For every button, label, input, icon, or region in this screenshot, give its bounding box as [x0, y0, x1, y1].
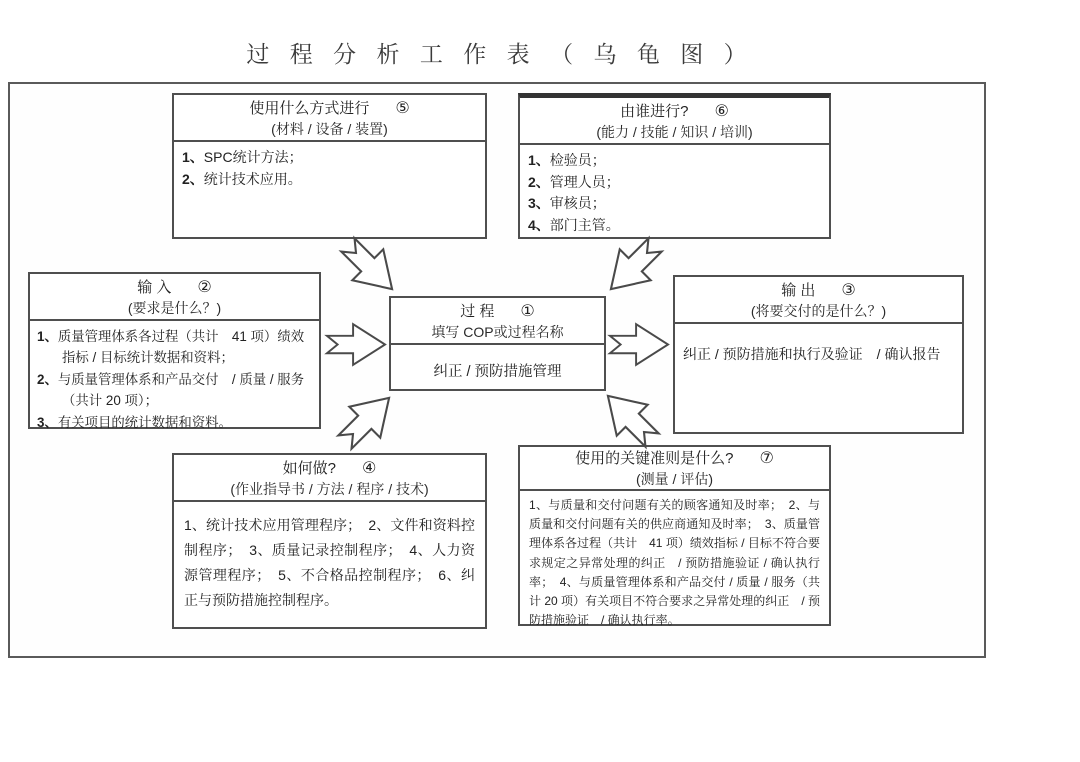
box-how	[172, 453, 487, 629]
list-item	[528, 172, 821, 194]
box-criteria-body: 1、与质量和交付问题有关的顾客通知及时率； 2、与质量和交付问题有关的供应商通知及时率； 3、质量管理体系各过程（共计 41 项）绩效指标 / 目标不符合要求规定之异常处理的纠正 / 预防措施验证 / 确认执行率； 4、与质量管理体系和产品交付 / 质量 / 服务（共计 20 项）有关项目不符合要求之异常处理的纠正 / 预防措施验证 / 确认执行率。	[529, 497, 820, 628]
arrow-who-to-process-icon	[599, 242, 667, 292]
item-marker: 1、	[182, 148, 204, 165]
item-marker: 2、	[37, 371, 58, 387]
item-marker: 3、	[37, 414, 58, 430]
box-process	[389, 296, 606, 391]
box-how-subtitle: (作业指导书 / 方法 / 程序 / 技术)	[230, 480, 429, 497]
arrow-how-to-process-icon	[333, 395, 401, 445]
box-input-title-text: 输 入	[137, 279, 172, 296]
list-item	[528, 193, 821, 215]
box-method	[172, 93, 487, 239]
box-output-title-text: 输 出	[781, 282, 816, 299]
item-text: 部门主管。	[549, 217, 620, 234]
box-who-title-text: 由谁进行?	[620, 103, 689, 120]
box-input-list	[30, 321, 319, 438]
item-text: 检验员；	[549, 151, 606, 168]
box-how-body: 1、统计技术应用管理程序； 2、文件和资料控制程序； 3、质量记录控制程序； 4、人力资源管理程序； 5、不合格品控制程序； 6、纠正与预防措施控制程序。	[184, 516, 475, 608]
arrow-input-to-process-icon	[325, 321, 387, 368]
box-who	[518, 93, 831, 239]
item-marker: 1、	[37, 328, 58, 344]
box-method-title	[178, 99, 481, 120]
box-how-number: ④	[362, 460, 377, 477]
box-how-title-text: 如何做?	[282, 460, 336, 477]
item-marker: 2、	[182, 170, 204, 187]
list-item	[182, 169, 477, 191]
box-input-title	[34, 278, 315, 299]
arrow-method-to-process-icon	[336, 242, 404, 292]
box-process-number: ①	[520, 303, 535, 320]
box-process-subtitle: 填写 COP或过程名称	[431, 323, 564, 340]
box-output-title	[679, 281, 958, 302]
box-criteria-title	[524, 449, 825, 470]
list-item	[37, 412, 312, 433]
item-marker: 1、	[528, 151, 550, 168]
item-text: 统计技术应用。	[203, 170, 302, 187]
item-text: SPC统计方法；	[203, 148, 303, 165]
box-method-title-text: 使用什么方式进行	[249, 100, 370, 117]
page-title: 过 程 分 析 工 作 表 （ 乌 龟 图 ）	[246, 41, 754, 67]
box-criteria-title-text: 使用的关键准则是什么?	[575, 450, 734, 467]
box-process-header	[391, 298, 604, 345]
box-process-body: 纠正 / 预防措施管理	[433, 363, 562, 380]
box-process-title-text: 过 程	[460, 303, 495, 320]
box-input	[28, 272, 321, 429]
arrow-criteria-to-process-icon	[596, 393, 664, 443]
list-item	[37, 369, 312, 412]
box-output-body: 纠正 / 预防措施和执行及验证 / 确认报告	[683, 345, 941, 362]
box-input-subtitle: (要求是什么？)	[127, 299, 222, 316]
box-input-header	[30, 274, 319, 321]
item-text: 质量管理体系各过程（共计 41 项）绩效指标 / 目标统计数据和资料；	[57, 328, 305, 366]
item-text: 审核员；	[549, 195, 606, 212]
item-marker: 2、	[528, 173, 550, 190]
box-criteria-number: ⑦	[759, 450, 774, 467]
list-item	[182, 147, 477, 169]
list-item	[528, 215, 821, 237]
item-marker: 3、	[528, 195, 550, 212]
box-method-subtitle: (材料 / 设备 / 装置)	[271, 120, 388, 137]
box-output-subtitle: (将要交付的是什么？)	[750, 302, 887, 319]
box-criteria-subtitle: (测量 / 评估)	[636, 470, 713, 487]
box-method-header	[174, 95, 485, 142]
box-process-title	[395, 302, 600, 323]
box-criteria-header	[520, 447, 829, 491]
box-input-number: ②	[197, 279, 212, 296]
box-how-title	[178, 459, 481, 480]
box-who-header	[520, 98, 829, 145]
box-output-header	[675, 277, 962, 324]
box-output-number: ③	[841, 282, 856, 299]
list-item	[528, 150, 821, 172]
item-text: 管理人员；	[549, 173, 620, 190]
box-method-list	[174, 142, 485, 195]
box-who-title	[524, 102, 825, 123]
item-text: 有关项目的统计数据和资料。	[57, 414, 232, 430]
list-item	[37, 326, 312, 369]
box-output	[673, 275, 964, 434]
box-who-subtitle: (能力 / 技能 / 知识 / 培训)	[596, 123, 753, 140]
item-text: 与质量管理体系和产品交付 / 质量 / 服务（共计 20 项）；	[57, 371, 305, 409]
box-who-list	[520, 145, 829, 242]
box-how-header	[174, 455, 485, 502]
arrow-process-to-output-icon	[608, 321, 670, 368]
box-who-number: ⑥	[714, 103, 729, 120]
box-method-number: ⑤	[395, 100, 410, 117]
box-criteria	[518, 445, 831, 626]
item-marker: 4、	[528, 217, 550, 234]
